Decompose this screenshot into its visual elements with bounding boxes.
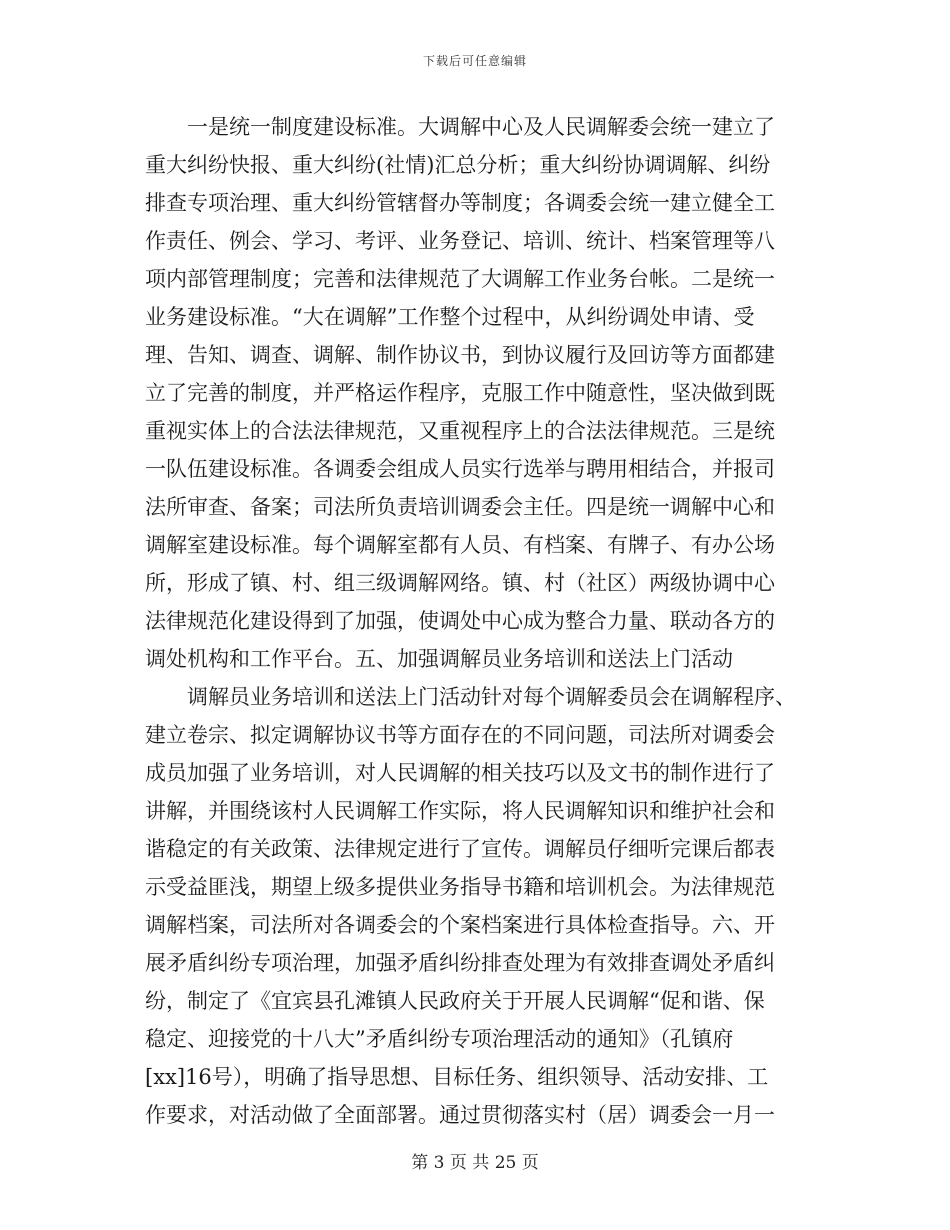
text-line: 展矛盾纠纷专项治理，加强矛盾纠纷排查处理为有效排查调处矛盾纠 bbox=[145, 951, 775, 975]
text-line: 所，形成了镇、村、组三级调解网络。镇、村（社区）两级协调中心 bbox=[145, 571, 775, 595]
text-line: 作责任、例会、学习、考评、业务登记、培训、统计、档案管理等八 bbox=[145, 229, 775, 253]
text-line: 调处机构和工作平台。五、加强调解员业务培训和送法上门活动 bbox=[145, 647, 733, 671]
text-line: 法律规范化建设得到了加强，使调处中心成为整合力量、联动各方的 bbox=[145, 609, 775, 633]
text-line: 法所审查、备案；司法所负责培训调委会主任。四是统一调解中心和 bbox=[145, 495, 775, 519]
text-line: 调解员业务培训和送法上门活动针对每个调解委员会在调解程序、 bbox=[145, 685, 796, 709]
text-line: 重视实体上的合法法律规范，又重视程序上的合法法律规范。三是统 bbox=[145, 419, 775, 443]
text-line: 成员加强了业务培训，对人民调解的相关技巧以及文书的制作进行了 bbox=[145, 761, 775, 785]
text-line: 作要求，对活动做了全面部署。通过贯彻落实村（居）调委会一月一 bbox=[145, 1103, 775, 1127]
document-body bbox=[145, 108, 805, 1134]
text-line: 重大纠纷快报、重大纠纷(社情)汇总分析；重大纠纷协调调解、纠纷 bbox=[145, 153, 771, 177]
text-line: 一是统一制度建设标准。大调解中心及人民调解委会统一建立了 bbox=[145, 115, 775, 139]
text-line: 谐稳定的有关政策、法律规定进行了宣传。调解员仔细听完课后都表 bbox=[145, 837, 775, 861]
text-line: 示受益匪浅，期望上级多提供业务指导书籍和培训机会。为法律规范 bbox=[145, 875, 775, 899]
text-line: 立了完善的制度，并严格运作程序，克服工作中随意性，坚决做到既 bbox=[145, 381, 775, 405]
text-line: 建立卷宗、拟定调解协议书等方面存在的不同问题，司法所对调委会 bbox=[145, 723, 775, 747]
page-footer: 第 3 页 共 25 页 bbox=[411, 1153, 539, 1173]
text-line: 调解室建设标准。每个调解室都有人员、有档案、有牌子、有办公场 bbox=[145, 533, 775, 557]
text-line: 稳定、迎接党的十八大”矛盾纠纷专项治理活动的通知》（孔镇府 bbox=[145, 1027, 734, 1051]
text-line: 排查专项治理、重大纠纷管辖督办等制度；各调委会统一建立健全工 bbox=[145, 191, 775, 215]
text-line: 讲解，并围绕该村人民调解工作实际，将人民调解知识和维护社会和 bbox=[145, 799, 775, 823]
text-line: 理、告知、调查、调解、制作协议书，到协议履行及回访等方面都建 bbox=[145, 343, 775, 367]
text-line: 调解档案，司法所对各调委会的个案档案进行具体检查指导。六、开 bbox=[145, 913, 775, 937]
text-line: 项内部管理制度；完善和法律规范了大调解工作业务台帐。二是统一 bbox=[145, 267, 775, 291]
text-line: 业务建设标准。“大在调解”工作整个过程中，从纠纷调处申请、受 bbox=[145, 305, 755, 329]
text-line: [xx]16号），明确了指导思想、目标任务、组织领导、活动安排、工 bbox=[145, 1065, 769, 1089]
text-line: 纷，制定了《宜宾县孔滩镇人民政府关于开展人民调解“促和谐、保 bbox=[145, 989, 765, 1013]
page-header: 下载后可任意编辑 bbox=[422, 54, 527, 68]
text-line: 一队伍建设标准。各调委会组成人员实行选举与聘用相结合，并报司 bbox=[145, 457, 775, 481]
